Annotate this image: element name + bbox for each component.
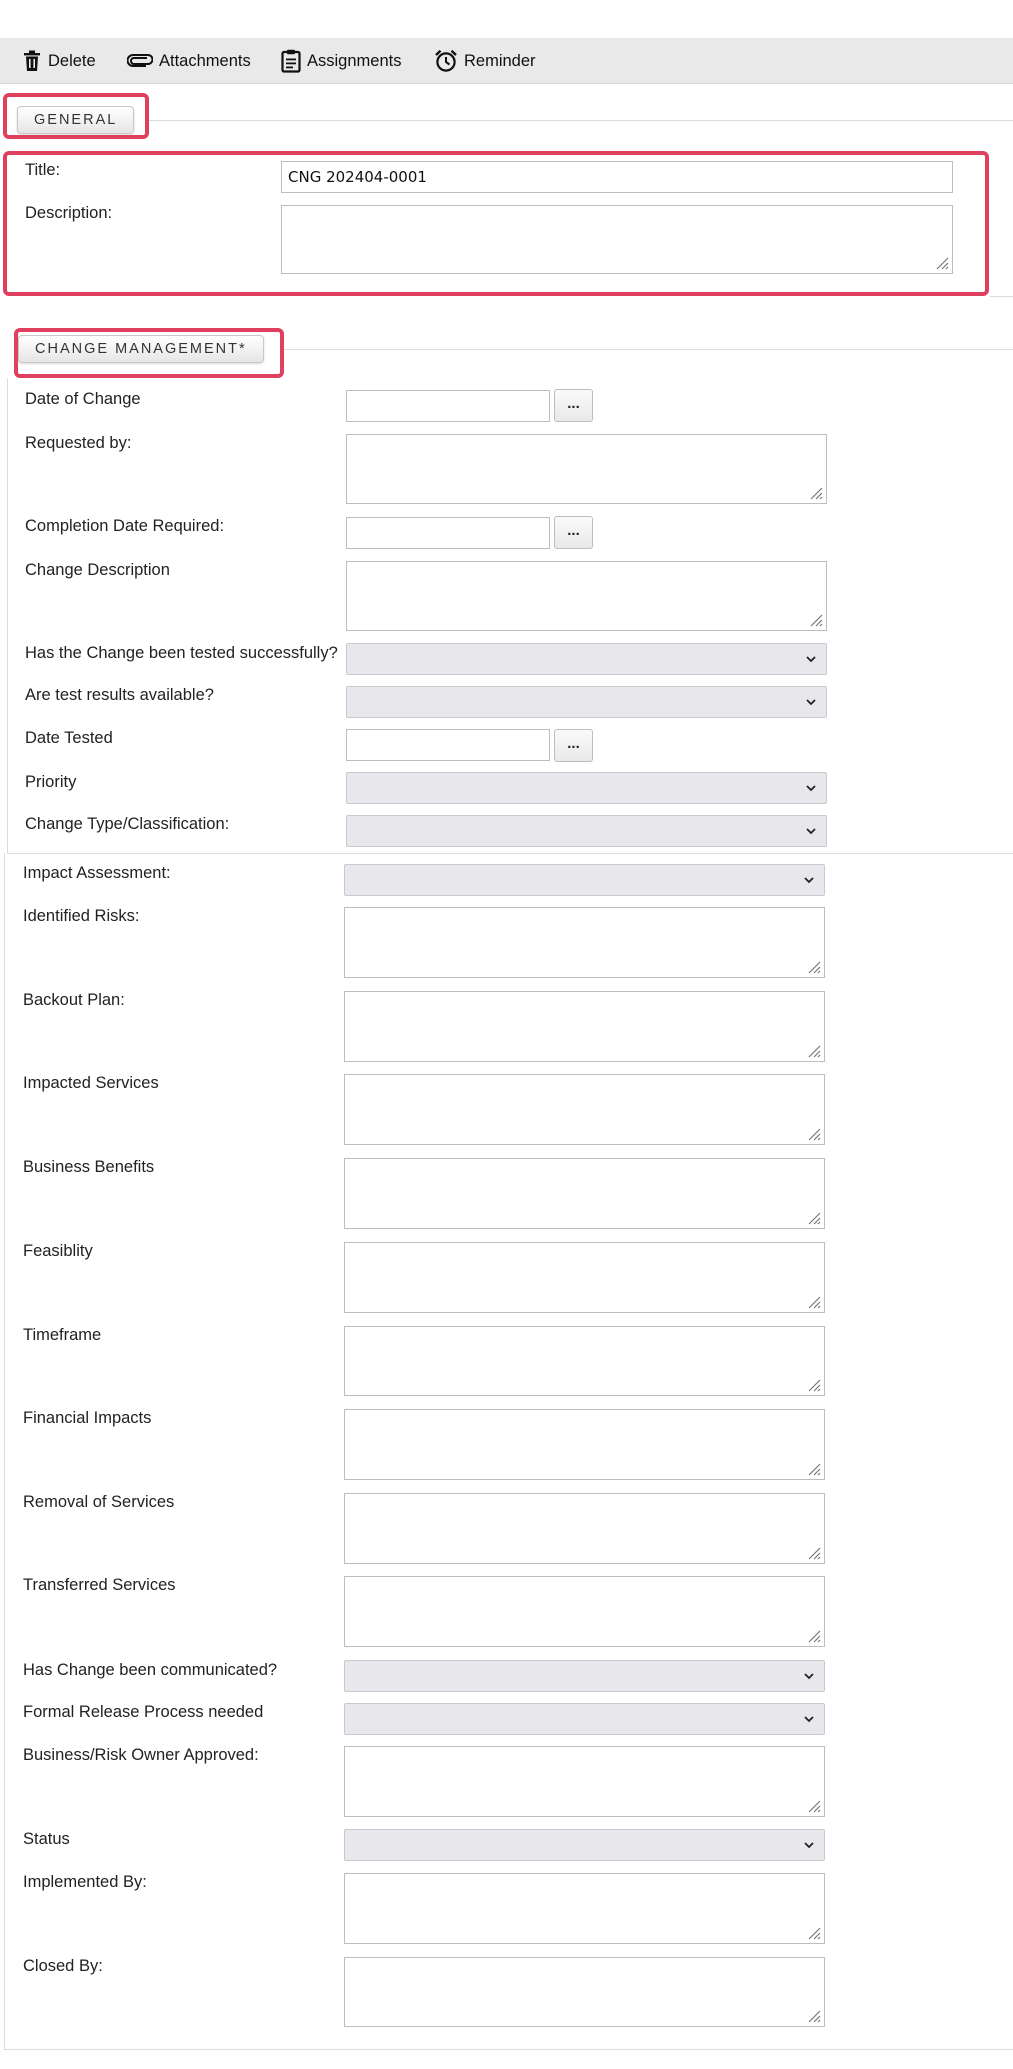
date-tested-label: Date Tested [25,729,113,747]
assignments-button[interactable] [281,38,401,84]
change-management-left-border [7,378,8,853]
removal-of-services-input[interactable] [344,1493,825,1564]
chevron-down-icon [806,698,816,706]
financial-impacts-input[interactable] [344,1409,825,1480]
resize-grip-icon[interactable] [807,484,823,500]
formal-release-label: Formal Release Process needed [23,1703,264,1721]
general-bottom-divider [990,296,1013,297]
date-of-change-picker-button[interactable]: ... [554,389,593,422]
business-benefits-label: Business Benefits [23,1158,155,1176]
change-management-divider [282,349,1013,350]
identified-risks-input[interactable] [344,907,825,978]
change-type-select[interactable] [346,815,827,847]
date-of-change-input[interactable] [346,390,550,422]
requested-by-label: Requested by: [25,434,132,452]
test-results-select[interactable] [346,686,827,718]
toolbar [0,38,1013,84]
resize-grip-icon[interactable] [805,1627,821,1643]
status-select[interactable] [344,1829,825,1861]
resize-grip-icon[interactable] [805,1797,821,1813]
closed-by-input[interactable] [344,1957,825,2027]
change-management-bottom-divider [7,853,1013,854]
change-description-label: Change Description [25,561,170,579]
communicated-select[interactable] [344,1660,825,1692]
chevron-down-icon [804,876,814,884]
priority-label: Priority [25,773,77,791]
impact-assessment-label: Impact Assessment: [23,864,171,882]
resize-grip-icon[interactable] [805,1209,821,1225]
requested-by-input[interactable] [346,434,827,504]
chevron-down-icon [806,827,816,835]
chevron-down-icon [804,1715,814,1723]
owner-approved-label: Business/Risk Owner Approved: [23,1746,259,1764]
date-of-change-label: Date of Change [25,390,141,408]
delete-button[interactable] [22,38,96,84]
tested-successfully-select[interactable] [346,643,827,675]
transferred-services-label: Transferred Services [23,1576,176,1594]
general-divider [148,120,1013,121]
chevron-down-icon [804,1841,814,1849]
resize-grip-icon[interactable] [805,1460,821,1476]
backout-plan-label: Backout Plan: [23,991,125,1009]
backout-plan-input[interactable] [344,991,825,1062]
business-benefits-input[interactable] [344,1158,825,1229]
delete-label: Delete [48,51,96,70]
timeframe-label: Timeframe [23,1326,102,1344]
owner-approved-input[interactable] [344,1746,825,1817]
feasibility-input[interactable] [344,1242,825,1313]
implemented-by-label: Implemented By: [23,1873,147,1891]
trash-icon [22,50,42,72]
closed-by-label: Closed By: [23,1957,103,1975]
change-management-legend[interactable]: CHANGE MANAGEMENT* [18,335,264,363]
resize-grip-icon[interactable] [805,958,821,974]
financial-impacts-label: Financial Impacts [23,1409,152,1427]
formal-release-select[interactable] [344,1703,825,1735]
resize-grip-icon[interactable] [805,1544,821,1560]
resize-grip-icon[interactable] [805,1924,821,1940]
impacted-services-input[interactable] [344,1074,825,1145]
impacted-services-label: Impacted Services [23,1074,159,1092]
completion-date-input[interactable] [346,517,550,549]
completion-date-picker-button[interactable]: ... [554,516,593,549]
completion-date-label: Completion Date Required: [25,517,225,535]
date-tested-picker-button[interactable]: ... [554,729,593,762]
communicated-label: Has Change been communicated? [23,1661,278,1679]
assessment-left-border [4,853,5,2049]
impact-assessment-select[interactable] [344,864,825,896]
date-tested-input[interactable] [346,729,550,761]
attachments-button[interactable] [127,38,251,84]
transferred-services-input[interactable] [344,1576,825,1647]
resize-grip-icon[interactable] [805,2007,821,2023]
clipboard-icon [281,49,301,73]
assessment-bottom-divider [4,2049,1013,2050]
chevron-down-icon [806,784,816,792]
assignments-label: Assignments [307,51,402,70]
reminder-button[interactable] [434,38,536,84]
tested-successfully-label: Has the Change been tested successfully? [25,644,338,662]
chevron-down-icon [804,1672,814,1680]
resize-grip-icon[interactable] [805,1125,821,1141]
attachments-label: Attachments [159,51,251,70]
reminder-label: Reminder [464,51,536,70]
resize-grip-icon[interactable] [805,1042,821,1058]
feasibility-label: Feasiblity [23,1242,93,1260]
description-label: Description: [25,204,113,222]
resize-grip-icon[interactable] [805,1376,821,1392]
resize-grip-icon[interactable] [807,611,823,627]
title-label: Title: [25,161,61,179]
change-description-input[interactable] [346,561,827,631]
resize-grip-icon[interactable] [933,254,949,270]
paperclip-icon [127,54,153,68]
general-legend[interactable]: GENERAL [17,106,134,134]
chevron-down-icon [806,655,816,663]
resize-grip-icon[interactable] [805,1293,821,1309]
title-input[interactable] [281,161,953,193]
test-results-label: Are test results available? [25,686,214,704]
priority-select[interactable] [346,772,827,804]
alarm-clock-icon [434,49,458,73]
description-input[interactable] [281,205,953,274]
status-label: Status [23,1830,70,1848]
change-type-label: Change Type/Classification: [25,815,230,833]
removal-of-services-label: Removal of Services [23,1493,175,1511]
identified-risks-label: Identified Risks: [23,907,140,925]
timeframe-input[interactable] [344,1326,825,1396]
implemented-by-input[interactable] [344,1873,825,1944]
